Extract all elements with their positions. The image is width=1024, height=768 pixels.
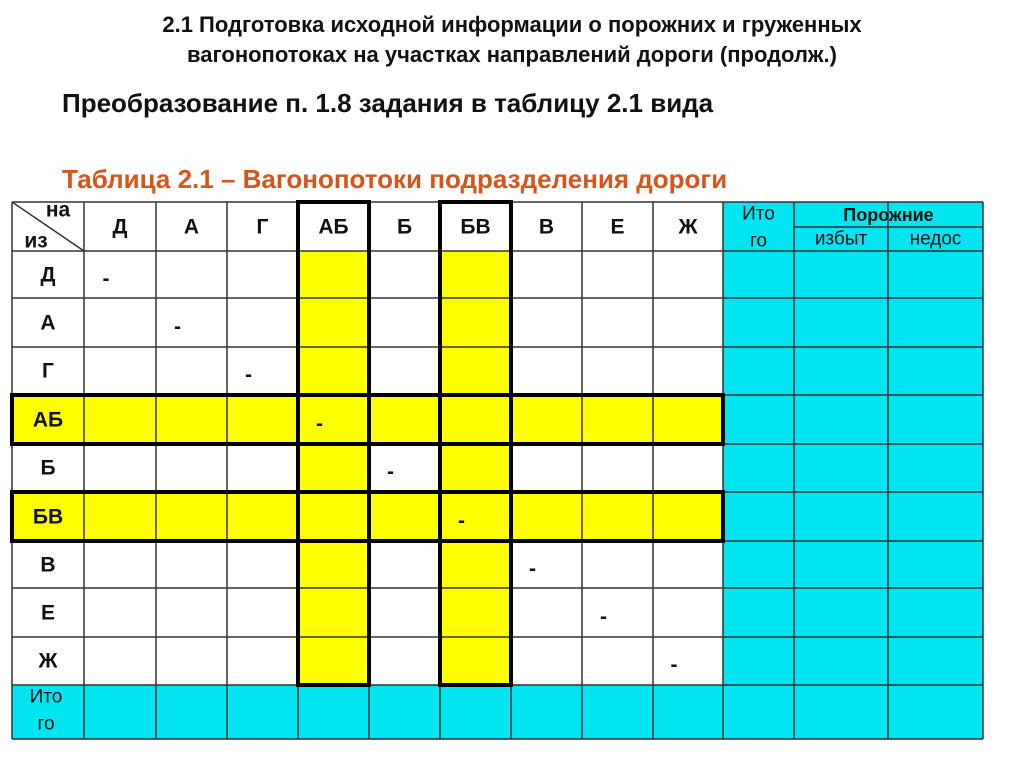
column-header-4: АБ: [318, 215, 349, 239]
diagonal-mark-1: -: [102, 267, 110, 290]
totals-row-block: [12, 685, 983, 739]
row-header-9: Ж: [38, 649, 58, 673]
diagonal-mark-4: -: [316, 412, 323, 435]
total-row-header-line1: Ито: [29, 686, 63, 708]
total-column-header-line2: го: [749, 230, 768, 252]
diagonal-mark-9: -: [670, 653, 678, 677]
highlight-column: [298, 251, 369, 685]
column-header-8: Е: [610, 215, 625, 239]
empty-header-mask: [795, 203, 797, 226]
heading-line-1: 2.1 Подготовка исходной информации о порожних и груженных: [162, 12, 862, 37]
row-header-3: Г: [42, 359, 54, 383]
column-header-1: Д: [112, 215, 128, 239]
column-header-6: БВ: [460, 215, 491, 239]
diagonal-mark-2: -: [174, 315, 181, 338]
corner-to-label: на: [45, 198, 71, 222]
totals-column-block: [723, 202, 983, 739]
column-header-7: В: [538, 215, 555, 239]
diagonal-mark-7: -: [529, 557, 536, 580]
row-header-2: А: [40, 311, 56, 334]
diagonal-mark-8: -: [600, 605, 607, 628]
column-header-9: Ж: [678, 215, 698, 239]
empty-excess-header: избыт: [814, 228, 868, 250]
row-header-7: В: [40, 553, 56, 576]
row-header-1: Д: [40, 263, 56, 286]
row-header-4: АБ: [32, 408, 64, 431]
diagonal-mark-5: -: [387, 460, 394, 484]
empty-deficit-header: недос: [909, 228, 962, 250]
highlight-column: [440, 251, 511, 685]
row-header-6: БВ: [32, 505, 64, 528]
total-column-header-line1: Ито: [742, 203, 775, 225]
table-caption: Таблица 2.1 – Вагонопотоки подразделения дороги: [62, 164, 728, 194]
column-header-5: Б: [396, 215, 413, 239]
empty-wagons-header: Порожние: [843, 205, 934, 225]
column-header-2: А: [183, 215, 200, 239]
diagonal-mark-6: -: [458, 509, 465, 532]
column-header-3: Г: [256, 215, 269, 239]
row-header-5: Б: [40, 456, 56, 480]
subheading: Преобразование п. 1.8 задания в таблицу 2.1 вида: [62, 88, 714, 118]
diagonal-mark-3: -: [245, 363, 252, 387]
heading-line-2: вагонопотоках на участках направлений дороги (продолж.): [187, 42, 837, 67]
total-row-header-line2: го: [37, 713, 55, 735]
row-header-8: Е: [40, 601, 56, 624]
corner-from-label: из: [24, 229, 48, 253]
